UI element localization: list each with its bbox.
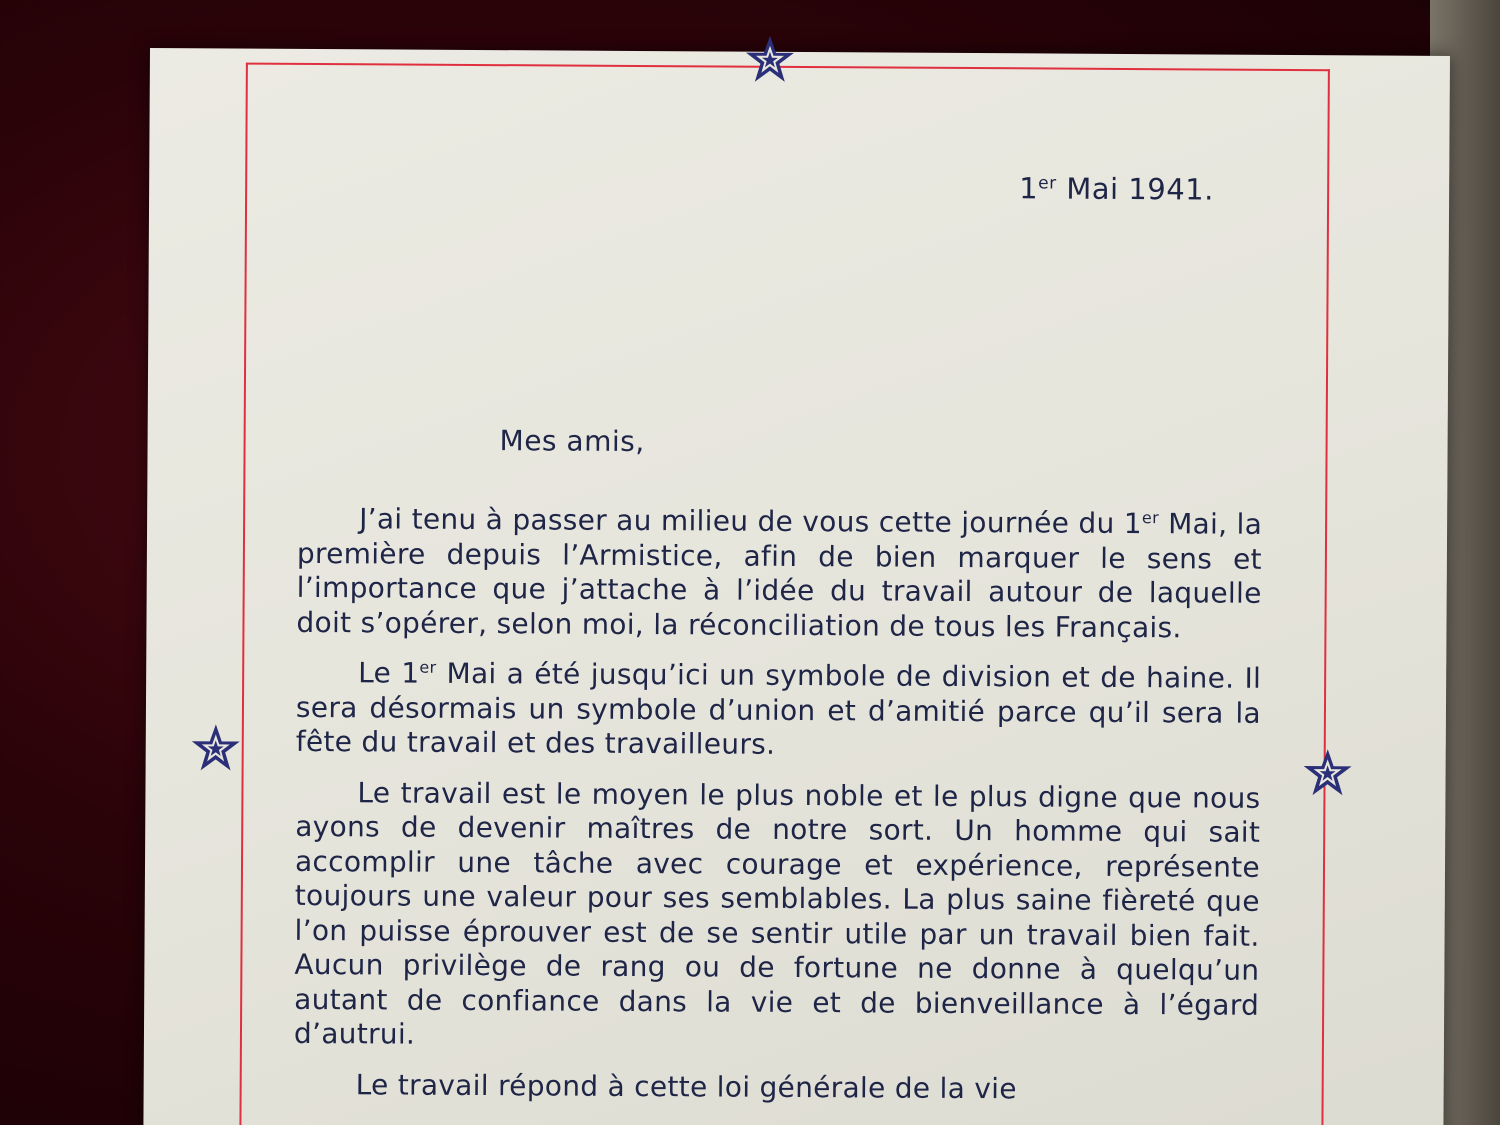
paragraph-3: Le travail est le moyen le plus noble et le plus digne que nous ayons de devenir maîtres de notre sort. Un homme qui sait accomplir une tâche avec courage et expérience, représente toujours une valeur pour ses semblables. La plus saine fièreté que l’on puisse éprouver est de se sentir utile par un travail bien fait. Aucun privilège de rang ou de fortune ne donne à quelqu’un autant de confiance dans la vie et de bienveillance à l’égard d’autrui. [293, 775, 1261, 1051]
star-icon [744, 34, 796, 86]
paragraph-4-partial: Le travail répond à cette loi générale de la vie [355, 1067, 1017, 1105]
star-icon [190, 722, 242, 774]
salutation: Mes amis, [499, 424, 645, 459]
paragraph-1: J’ai tenu à passer au milieu de vous cette journée du 1er Mai, la première depuis l’Armistice, afin de bien marquer le sens et l’importance que j’attache à l’idée du travail autour de laquelle doit s’opérer, selon moi, la réconciliation de tous les Français. [296, 502, 1263, 644]
letter-page [143, 48, 1450, 1125]
paragraph-2: Le 1er Mai a été jusqu’ici un symbole de division et de haine. Il sera désormais un symbole d’union et d’amitié parce qu’il sera la fête du travail et des travailleurs. [295, 656, 1262, 761]
star-icon [1301, 747, 1353, 799]
letter-date: 1er Mai 1941. [1019, 171, 1214, 207]
letter-body [293, 502, 1262, 1124]
